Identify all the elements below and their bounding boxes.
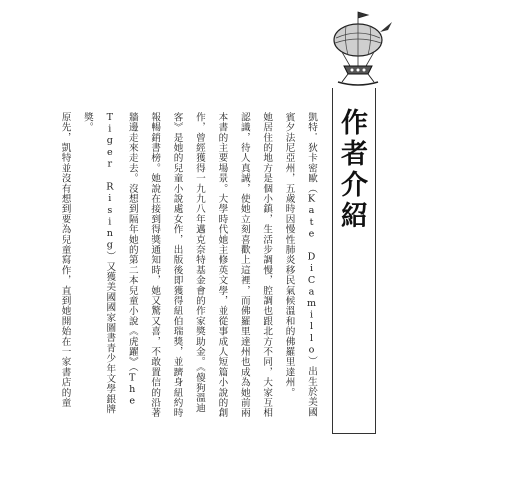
author-biography xyxy=(53,112,322,427)
title-panel xyxy=(332,88,376,434)
airship-illustration xyxy=(322,8,396,86)
paragraph-1: 凱特．狄卡密歐（Kate DiCamillo）出生於美國賓夕法尼亞州，五歲時因慢性肺炎移民氣候溫和的佛羅里達州。 xyxy=(283,112,317,418)
paragraph-2: 她居住的地方是個小鎮，生活步調慢，腔調也跟北方不同，大家互相認識，待人真誠，使她立刻喜歡上這裡，而佛羅里達州也成為她前兩本書的主要場景。大學時代她主修英文學，並從事成人短篇小說的創作，曾經獲得一九九八年邁克奈特基金會的作家獎助金。《傻狗溫迪客》是她的兒童小說處女作，出版後即獲得紐伯瑞獎，並躋身紐約時報暢銷書榜。她說在接到得獎通知時，她又驚又喜，不敢置信的沿著牆邊走來走去。沒想到隔年她的第二本兒童小說《虎躍》（The Tiger Rising）又獲美國國家圖書青少年文學銀牌獎。 xyxy=(81,112,273,418)
section-title: 作者介紹 xyxy=(336,108,367,232)
paragraph-3: 原先，凱特並沒有想到要為兒童寫作，直到她開始在一家書店的童 xyxy=(59,112,71,408)
